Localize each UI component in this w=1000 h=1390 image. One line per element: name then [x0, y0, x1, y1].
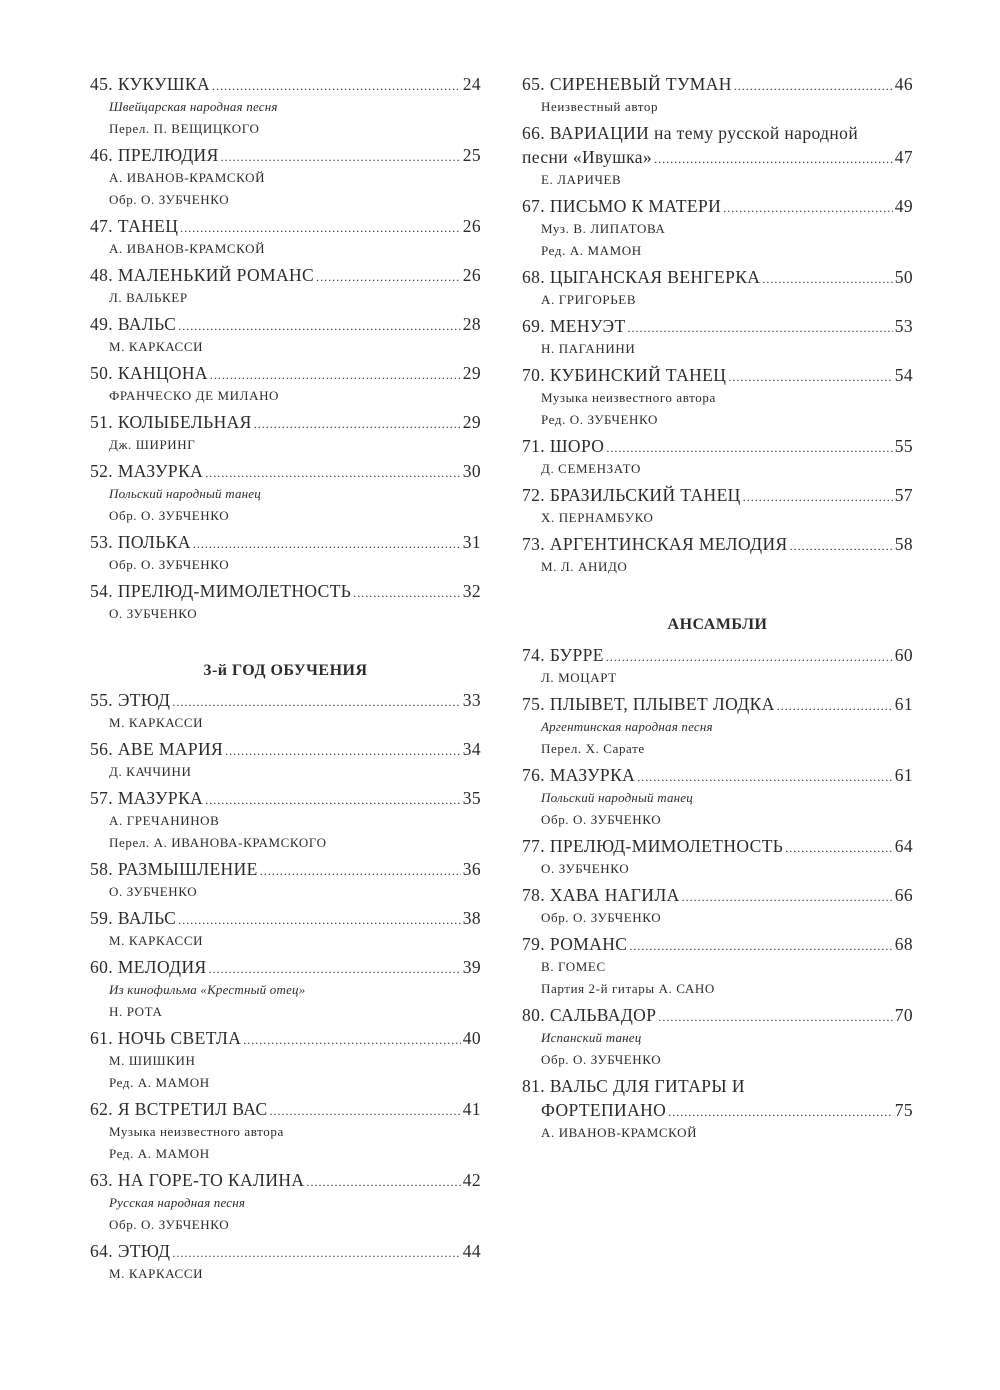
entry-credit: Муз. В. ЛИПАТОВА [541, 221, 666, 236]
entry-credit: Л. МОЦАРТ [541, 670, 617, 685]
dot-leader [777, 694, 893, 718]
entry-credit: М. ШИШКИН [109, 1053, 196, 1068]
toc-entry [90, 737, 481, 783]
toc-entry-line [522, 763, 913, 787]
entry-page-number: 61 [894, 694, 913, 714]
entry-page-number: 60 [894, 645, 913, 665]
entry-title: 69. МЕНУЭТ [522, 316, 626, 336]
entry-title: 53. ПОЛЬКА [90, 532, 191, 552]
toc-entry-line [522, 363, 913, 387]
entry-subtitle: Из кинофильма «Крестный отец» [109, 982, 306, 997]
entry-title: 73. АРГЕНТИНСКАЯ МЕЛОДИЯ [522, 534, 788, 554]
entry-page-number: 28 [462, 314, 481, 334]
entry-credit: Перел. Х. Сарате [541, 741, 645, 756]
entry-title: 62. Я ВСТРЕТИЛ ВАС [90, 1099, 268, 1119]
toc-entry [522, 692, 913, 760]
dot-leader [178, 908, 460, 932]
entry-title-lead: 81. ВАЛЬС ДЛЯ ГИТАРЫ И [522, 1076, 745, 1096]
toc-entry-line [522, 72, 913, 96]
section-heading-ensembles: АНСАМБЛИ [667, 616, 768, 633]
entry-credit: Л. ВАЛЬКЕР [109, 290, 188, 305]
toc-entry-line [90, 786, 481, 810]
entry-title: 48. МАЛЕНЬКИЙ РОМАНС [90, 265, 315, 285]
entry-title: 72. БРАЗИЛЬСКИЙ ТАНЕЦ [522, 485, 741, 505]
entry-credit: М. Л. АНИДО [541, 559, 628, 574]
entry-credit: М. КАРКАССИ [109, 933, 204, 948]
entry-credit: Музыка неизвестного автора [541, 390, 716, 405]
dot-leader [209, 957, 461, 981]
dot-leader [221, 145, 461, 169]
toc-entry [90, 1026, 481, 1094]
entry-credit: М. КАРКАССИ [109, 339, 204, 354]
entry-credit: Обр. О. ЗУБЧЕНКО [109, 1217, 230, 1232]
toc-entry-line [90, 737, 481, 761]
entry-page-number: 29 [462, 363, 481, 383]
toc-entry [522, 72, 913, 118]
entry-page-number: 42 [462, 1170, 481, 1190]
toc-entry-line [522, 434, 913, 458]
dot-leader [743, 485, 893, 509]
dot-leader [212, 74, 461, 98]
entry-page-number: 44 [462, 1241, 481, 1261]
dot-leader [668, 1100, 892, 1124]
dot-leader [728, 365, 892, 389]
toc-entry-line [90, 361, 481, 385]
entry-credit: Перел. П. ВЕЩИЦКОГО [109, 121, 260, 136]
entry-page-number: 66 [894, 885, 913, 905]
entry-page-number: 75 [894, 1100, 913, 1120]
entry-credit: О. ЗУБЧЕНКО [109, 606, 198, 621]
entry-page-number: 32 [462, 581, 481, 601]
toc-entry [522, 643, 913, 689]
dot-leader [723, 196, 893, 220]
dot-leader [785, 836, 892, 860]
entry-title: 79. РОМАНС [522, 934, 628, 954]
toc-entry [90, 312, 481, 358]
dot-leader [225, 739, 461, 763]
toc-entry-line [90, 263, 481, 287]
toc-entry [522, 1074, 913, 1144]
toc-entry-line [522, 532, 913, 556]
dot-leader [654, 147, 893, 171]
toc-entry [90, 72, 481, 140]
dot-leader [178, 314, 460, 338]
entry-title: 49. ВАЛЬС [90, 314, 177, 334]
entry-title: 54. ПРЕЛЮД-МИМОЛЕТНОСТЬ [90, 581, 352, 601]
toc-entry [522, 532, 913, 578]
entry-page-number: 33 [462, 690, 481, 710]
entry-title: 78. ХАВА НАГИЛА [522, 885, 680, 905]
entry-credit: Обр. О. ЗУБЧЕНКО [109, 557, 230, 572]
entry-title-lead: 66. ВАРИАЦИИ на тему русской народной [522, 123, 859, 143]
entry-credit: Ред. А. МАМОН [109, 1075, 210, 1090]
entry-credit: Н. РОТА [109, 1004, 163, 1019]
toc-entry [522, 1003, 913, 1071]
entry-credit: Д. КАЧЧИНИ [109, 764, 192, 779]
entry-page-number: 64 [894, 836, 913, 856]
entry-credit: Обр. О. ЗУБЧЕНКО [541, 812, 662, 827]
toc-entry-line [522, 1003, 913, 1027]
entry-page-number: 38 [462, 908, 481, 928]
toc-entry [90, 361, 481, 407]
toc-entry-line [522, 1098, 913, 1122]
toc-entry-line [90, 214, 481, 238]
dot-leader [629, 934, 892, 958]
dot-leader [762, 267, 892, 291]
dot-leader [172, 1241, 460, 1265]
entry-credit: Дж. ШИРИНГ [109, 437, 196, 452]
toc-entry [90, 688, 481, 734]
entry-title: 68. ЦЫГАНСКАЯ ВЕНГЕРКА [522, 267, 761, 287]
entry-title: 50. КАНЦОНА [90, 363, 208, 383]
dot-leader [790, 534, 893, 558]
entry-title: 80. САЛЬВАДОР [522, 1005, 657, 1025]
entry-credit: М. КАРКАССИ [109, 1266, 204, 1281]
toc-entry [522, 763, 913, 831]
toc-group [522, 72, 913, 578]
entry-page-number: 30 [462, 461, 481, 481]
toc-entry [90, 955, 481, 1023]
entry-page-number: 49 [894, 196, 913, 216]
dot-leader [260, 859, 461, 883]
toc-group [522, 643, 913, 1144]
dot-leader [628, 316, 893, 340]
entry-title: 58. РАЗМЫШЛЕНИЕ [90, 859, 258, 879]
entry-credit: Д. СЕМЕНЗАТО [541, 461, 641, 476]
toc-entry [90, 1097, 481, 1165]
entry-title: 64. ЭТЮД [90, 1241, 171, 1261]
entry-title: 57. МАЗУРКА [90, 788, 204, 808]
dot-leader [243, 1028, 460, 1052]
toc-entry [90, 410, 481, 456]
entry-title: 61. НОЧЬ СВЕТЛА [90, 1028, 242, 1048]
dot-leader [205, 461, 461, 485]
toc-entry-line [90, 1239, 481, 1263]
toc-entry-line [90, 579, 481, 603]
entry-page-number: 36 [462, 859, 481, 879]
toc-entry-line [522, 643, 913, 667]
toc-entry-line [522, 834, 913, 858]
entry-page-number: 57 [894, 485, 913, 505]
entry-subtitle: Швейцарская народная песня [109, 99, 278, 114]
toc-entry-line [90, 955, 481, 979]
entry-title: 47. ТАНЕЦ [90, 216, 179, 236]
entry-page-number: 58 [894, 534, 913, 554]
toc-entry [90, 579, 481, 625]
dot-leader [606, 436, 892, 460]
toc-entry-line [90, 410, 481, 434]
entry-page-number: 35 [462, 788, 481, 808]
entry-page-number: 26 [462, 265, 481, 285]
entry-page-number: 25 [462, 145, 481, 165]
dot-leader [606, 645, 893, 669]
toc-entry [522, 265, 913, 311]
toc-entry [522, 363, 913, 431]
toc-entry [90, 1239, 481, 1285]
entry-page-number: 53 [894, 316, 913, 336]
entry-page-number: 61 [894, 765, 913, 785]
dot-leader [193, 532, 461, 556]
toc-entry-line [90, 312, 481, 336]
toc-entry [90, 530, 481, 576]
toc-entry [90, 263, 481, 309]
entry-credit: А. ИВАНОВ-КРАМСКОЙ [541, 1125, 698, 1140]
toc-entry [522, 121, 913, 191]
entry-title: песни «Ивушка» [522, 147, 653, 167]
toc-entry [522, 932, 913, 1000]
entry-title: 63. НА ГОРЕ-ТО КАЛИНА [90, 1170, 305, 1190]
entry-credit: Ред. А. МАМОН [541, 243, 642, 258]
entry-page-number: 50 [894, 267, 913, 287]
toc-entry-line [90, 1097, 481, 1121]
entry-title: 52. МАЗУРКА [90, 461, 204, 481]
dot-leader [180, 216, 460, 240]
entry-title: 74. БУРРЕ [522, 645, 604, 665]
toc-entry [522, 194, 913, 262]
dot-leader [316, 265, 461, 289]
entry-title: 51. КОЛЫБЕЛЬНАЯ [90, 412, 252, 432]
entry-credit: Ред. А. МАМОН [109, 1146, 210, 1161]
toc-entry [522, 834, 913, 880]
toc-entry-line [522, 265, 913, 289]
entry-page-number: 24 [462, 74, 481, 94]
toc-entry-line [522, 883, 913, 907]
toc-entry-line [90, 688, 481, 712]
entry-credit: В. ГОМЕС [541, 959, 606, 974]
entry-title: ФОРТЕПИАНО [541, 1100, 667, 1120]
toc-entry [522, 483, 913, 529]
entry-page-number: 46 [894, 74, 913, 94]
entry-page-number: 29 [462, 412, 481, 432]
toc-entry [90, 459, 481, 527]
toc-entry-line [522, 194, 913, 218]
dot-leader [306, 1170, 460, 1194]
dot-leader [353, 581, 460, 605]
entry-credit: Обр. О. ЗУБЧЕНКО [109, 508, 230, 523]
toc-entry-line [90, 143, 481, 167]
toc-entry [90, 214, 481, 260]
dot-leader [270, 1099, 461, 1123]
entry-credit: А. ГРИГОРЬЕВ [541, 292, 637, 307]
toc-entry [90, 786, 481, 854]
entry-page-number: 55 [894, 436, 913, 456]
entry-credit: Обр. О. ЗУБЧЕНКО [109, 192, 230, 207]
entry-title: 77. ПРЕЛЮД-МИМОЛЕТНОСТЬ [522, 836, 784, 856]
toc-entry [90, 1168, 481, 1236]
dot-leader [254, 412, 461, 436]
entry-credit: О. ЗУБЧЕНКО [541, 861, 630, 876]
entry-page-number: 34 [462, 739, 481, 759]
entry-page-number: 41 [462, 1099, 481, 1119]
entry-credit: Музыка неизвестного автора [109, 1124, 284, 1139]
entry-subtitle: Русская народная песня [109, 1195, 246, 1210]
toc-entry [90, 857, 481, 903]
toc-entry-line [522, 314, 913, 338]
dot-leader [658, 1005, 892, 1029]
left-column [90, 72, 481, 1288]
entry-credit: А. ИВАНОВ-КРАМСКОЙ [109, 241, 266, 256]
toc-entry-line [90, 857, 481, 881]
entry-title: 70. КУБИНСКИЙ ТАНЕЦ [522, 365, 727, 385]
entry-title: 60. МЕЛОДИЯ [90, 957, 207, 977]
dot-leader [172, 690, 460, 714]
entry-title: 75. ПЛЫВЕТ, ПЛЫВЕТ ЛОДКА [522, 694, 775, 714]
toc-entry-line [90, 530, 481, 554]
entry-credit: Обр. О. ЗУБЧЕНКО [541, 910, 662, 925]
entry-credit: Неизвестный автор [541, 99, 659, 114]
dot-leader [734, 74, 893, 98]
entry-credit: М. КАРКАССИ [109, 715, 204, 730]
dot-leader [637, 765, 893, 789]
entry-page-number: 54 [894, 365, 913, 385]
section-heading-third-year: 3-й ГОД ОБУЧЕНИЯ [203, 662, 368, 679]
toc-entry-line [90, 906, 481, 930]
entry-subtitle: Польский народный танец [541, 790, 693, 805]
toc-entry [90, 906, 481, 952]
entry-page-number: 31 [462, 532, 481, 552]
toc-entry [90, 143, 481, 211]
entry-title: 67. ПИСЬМО К МАТЕРИ [522, 196, 722, 216]
toc-entry-line [90, 72, 481, 96]
toc-entry [522, 883, 913, 929]
entry-credit: О. ЗУБЧЕНКО [109, 884, 198, 899]
toc-entry-line [522, 932, 913, 956]
entry-page-number: 68 [894, 934, 913, 954]
entry-credit: ФРАНЧЕСКО ДЕ МИЛАНО [109, 388, 280, 403]
entry-page-number: 47 [894, 147, 913, 167]
toc-entry [522, 314, 913, 360]
entry-title: 71. ШОРО [522, 436, 605, 456]
toc-entry-line [522, 145, 913, 169]
toc-entry [522, 434, 913, 480]
entry-title: 46. ПРЕЛЮДИЯ [90, 145, 219, 165]
entry-credit: А. ГРЕЧАНИНОВ [109, 813, 220, 828]
entry-credit: Н. ПАГАНИНИ [541, 341, 636, 356]
entry-credit: Партия 2-й гитары А. САНО [541, 981, 715, 996]
entry-subtitle: Аргентинская народная песня [541, 719, 713, 734]
dot-leader [682, 885, 893, 909]
entry-credit: Обр. О. ЗУБЧЕНКО [541, 1052, 662, 1067]
toc-group [90, 688, 481, 1285]
toc-entry-line [90, 1026, 481, 1050]
right-column [522, 72, 913, 1147]
entry-credit: Перел. А. ИВАНОВА-КРАМСКОГО [109, 835, 327, 850]
entry-subtitle: Польский народный танец [109, 486, 261, 501]
entry-subtitle: Испанский танец [541, 1030, 642, 1045]
entry-page-number: 39 [462, 957, 481, 977]
entry-title: 59. ВАЛЬС [90, 908, 177, 928]
entry-title: 65. СИРЕНЕВЫЙ ТУМАН [522, 74, 732, 94]
entry-title: 56. АВЕ МАРИЯ [90, 739, 224, 759]
toc-group [90, 72, 481, 625]
entry-credit: А. ИВАНОВ-КРАМСКОЙ [109, 170, 266, 185]
dot-leader [210, 363, 461, 387]
entry-page-number: 40 [462, 1028, 481, 1048]
dot-leader [205, 788, 461, 812]
entry-credit: Е. ЛАРИЧЕВ [541, 172, 622, 187]
entry-title: 55. ЭТЮД [90, 690, 171, 710]
toc-entry-line [90, 459, 481, 483]
entry-title: 76. МАЗУРКА [522, 765, 636, 785]
entry-credit: Х. ПЕРНАМБУКО [541, 510, 654, 525]
entry-page-number: 26 [462, 216, 481, 236]
entry-title: 45. КУКУШКА [90, 74, 211, 94]
toc-entry-line [522, 483, 913, 507]
toc-entry-line [522, 692, 913, 716]
entry-page-number: 70 [894, 1005, 913, 1025]
entry-credit: Ред. О. ЗУБЧЕНКО [541, 412, 658, 427]
toc-entry-line [90, 1168, 481, 1192]
